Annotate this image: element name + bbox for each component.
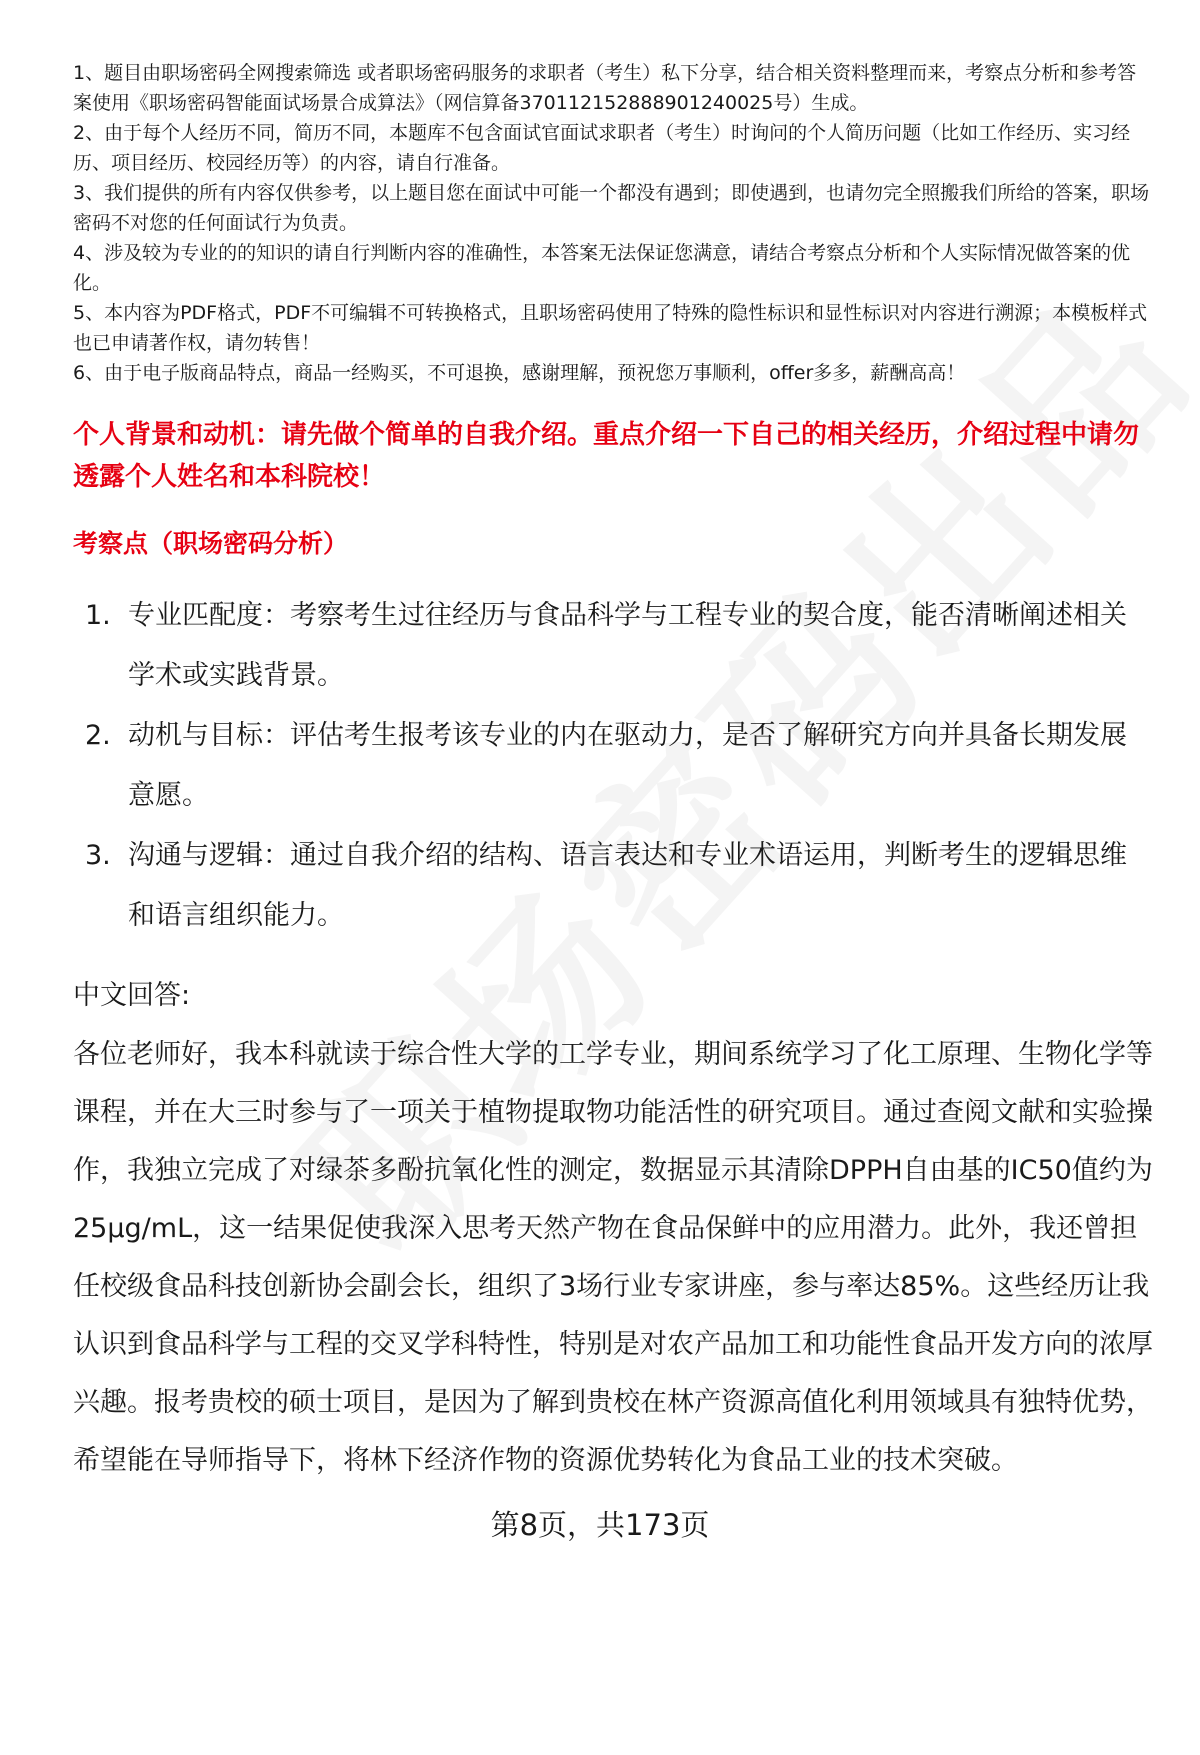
analysis-point-2 [73,706,1153,826]
point-number: 1. [85,600,111,631]
page-content [73,58,1153,1490]
analysis-points [73,586,1153,946]
point-text: 专业匹配度：考察考生过往经历与食品科学与工程专业的契合度，能否清晰阐述相关学术或实践背景。 [128,600,1127,691]
analysis-point-1 [73,586,1153,706]
analysis-title: 考察点（职场密码分析） [73,529,349,558]
point-text: 动机与目标：评估考生报考该专业的内在驱动力，是否了解研究方向并具备长期发展意愿。 [128,720,1127,811]
page-footer: 第8页，共173页 [490,1508,710,1542]
point-number: 3. [85,840,111,871]
point-text: 沟通与逻辑：通过自我介绍的结构、语言表达和专业术语运用，判断考生的逻辑思维和语言组织能力。 [128,840,1127,931]
answer-body: 各位老师好，我本科就读于综合性大学的工学专业，期间系统学习了化工原理、生物化学等课程，并在大三时参与了一项关于植物提取物功能活性的研究项目。通过查阅文献和实验操作，我独立完成了对绿茶多酚抗氧化性的测定，数据显示其清除DPPH自由基的IC50值约为25μg/mL，这一结果促使我深入思考天然产物在食品保鲜中的应用潜力。此外，我还曾担任校级食品科技创新协会副会长，组织了3场行业专家讲座，参与率达85%。这些经历让我认识到食品科学与工程的交叉学科特性，特别是对农产品加工和功能性食品开发方向的浓厚兴趣。报考贵校的硕士项目，是因为了解到贵校在林产资源高值化利用领域具有独特优势，希望能在导师指导下，将林下经济作物的资源优势转化为食品工业的技术突破。 [73,1039,1153,1476]
notice-item-4: 4、涉及较为专业的的知识的请自行判断内容的准确性，本答案无法保证您满意，请结合考察点分析和个人实际情况做答案的优化。 [73,242,1131,294]
analysis-point-3 [73,826,1153,946]
answer-label: 中文回答: [73,980,191,1011]
notice-item-5: 5、本内容为PDF格式，PDF不可编辑不可转换格式，且职场密码使用了特殊的隐性标识和显性标识对内容进行溯源；本模板样式也已申请著作权，请勿转售！ [73,302,1148,354]
notice-block [73,58,1153,388]
notice-item-1: 1、题目由职场密码全网搜索筛选 或者职场密码服务的求职者（考生）私下分享，结合相关资料整理而来，考察点分析和参考答案使用《职场密码智能面试场景合成算法》（网信算备370112152888901240025号）生成。 [73,62,1137,114]
notice-item-2: 2、由于每个人经历不同，简历不同，本题库不包含面试官面试求职者（考生）时询问的个人简历问题（比如工作经历、实习经历、项目经历、校园经历等）的内容，请自行准备。 [73,122,1131,174]
question-heading: 个人背景和动机：请先做个简单的自我介绍。重点介绍一下自己的相关经历，介绍过程中请勿透露个人姓名和本科院校！ [73,420,1140,492]
point-number: 2. [85,720,111,751]
notice-item-3: 3、我们提供的所有内容仅供参考，以上题目您在面试中可能一个都没有遇到；即使遇到，也请勿完全照搬我们所给的答案，职场密码不对您的任何面试行为负责。 [73,182,1150,234]
notice-item-6: 6、由于电子版商品特点，商品一经购买，不可退换，感谢理解，预祝您万事顺利，offer多多，薪酬高高！ [73,362,966,384]
